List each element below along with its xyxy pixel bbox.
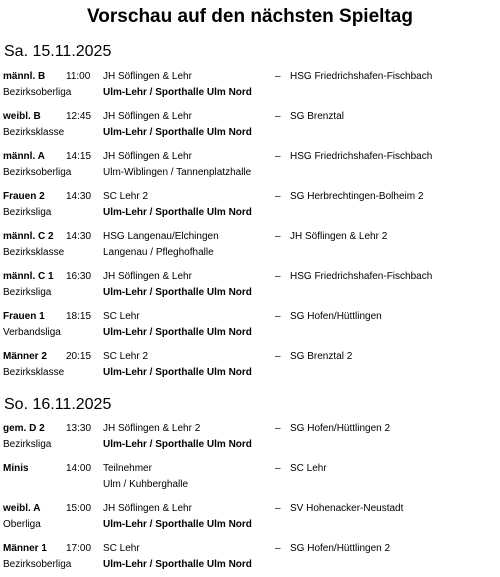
home-team: SC Lehr 2	[103, 191, 149, 202]
match-row	[0, 310, 500, 342]
home-team: JH Söflingen & Lehr	[103, 503, 192, 514]
match-row	[0, 150, 500, 182]
away-team: SG Herbrechtingen-Bolheim 2	[290, 191, 424, 202]
home-team: JH Söflingen & Lehr	[103, 111, 192, 122]
match-time: 14:30	[66, 191, 92, 202]
team-name: Frauen 1	[3, 311, 45, 322]
home-team: JH Söflingen & Lehr 2	[103, 423, 201, 434]
venue: Ulm-Lehr / Sporthalle Ulm Nord	[103, 87, 252, 98]
away-team: HSG Friedrichshafen-Fischbach	[290, 151, 433, 162]
league-name: Bezirksliga	[3, 439, 52, 450]
separator-dash: –	[275, 151, 281, 162]
away-team: SV Hohenacker-Neustadt	[290, 503, 404, 514]
separator-dash: –	[275, 503, 281, 514]
match-time: 18:15	[66, 311, 92, 322]
separator-dash: –	[275, 463, 281, 474]
venue: Ulm / Kuhberghalle	[103, 479, 189, 490]
team-name: Minis	[3, 463, 29, 474]
separator-dash: –	[275, 271, 281, 282]
separator-dash: –	[275, 423, 281, 434]
away-team: SG Brenztal	[290, 111, 344, 122]
match-row	[0, 270, 500, 302]
venue: Ulm-Lehr / Sporthalle Ulm Nord	[103, 127, 252, 138]
team-name: gem. D 2	[3, 423, 45, 434]
away-team: JH Söflingen & Lehr 2	[290, 231, 388, 242]
away-team: SG Hofen/Hüttlingen 2	[290, 543, 391, 554]
home-team: JH Söflingen & Lehr	[103, 151, 192, 162]
league-name: Bezirksklasse	[3, 367, 65, 378]
team-name: Männer 1	[3, 543, 47, 554]
home-team: HSG Langenau/Elchingen	[103, 231, 219, 242]
team-name: männl. C 1	[3, 271, 54, 282]
separator-dash: –	[275, 311, 281, 322]
match-row	[0, 110, 500, 142]
away-team: HSG Friedrichshafen-Fischbach	[290, 71, 433, 82]
match-time: 20:15	[66, 351, 92, 362]
home-team: SC Lehr	[103, 311, 140, 322]
venue: Ulm-Lehr / Sporthalle Ulm Nord	[103, 559, 252, 570]
venue: Ulm-Lehr / Sporthalle Ulm Nord	[103, 519, 252, 530]
league-name: Bezirksoberliga	[3, 87, 72, 98]
separator-dash: –	[275, 231, 281, 242]
separator-dash: –	[275, 191, 281, 202]
home-team: JH Söflingen & Lehr	[103, 71, 192, 82]
home-team: SC Lehr 2	[103, 351, 149, 362]
league-name: Oberliga	[3, 519, 41, 530]
match-row	[0, 462, 500, 494]
match-time: 14:30	[66, 231, 92, 242]
venue: Langenau / Pfleghofhalle	[103, 247, 214, 258]
separator-dash: –	[275, 543, 281, 554]
team-name: weibl. A	[3, 503, 41, 514]
team-name: männl. B	[3, 71, 46, 82]
day-heading: Sa. 15.11.2025	[4, 43, 112, 60]
away-team: SG Hofen/Hüttlingen 2	[290, 423, 391, 434]
venue: Ulm-Lehr / Sporthalle Ulm Nord	[103, 287, 252, 298]
match-row	[0, 502, 500, 534]
team-name: männl. C 2	[3, 231, 54, 242]
league-name: Bezirksliga	[3, 287, 52, 298]
league-name: Bezirksoberliga	[3, 559, 72, 570]
league-name: Bezirksoberliga	[3, 167, 72, 178]
match-time: 12:45	[66, 111, 92, 122]
match-time: 14:15	[66, 151, 92, 162]
day-heading: So. 16.11.2025	[4, 396, 112, 413]
venue: Ulm-Lehr / Sporthalle Ulm Nord	[103, 439, 252, 450]
league-name: Bezirksklasse	[3, 247, 65, 258]
league-name: Bezirksklasse	[3, 127, 65, 138]
home-team: JH Söflingen & Lehr	[103, 271, 192, 282]
team-name: Männer 2	[3, 351, 47, 362]
venue: Ulm-Lehr / Sporthalle Ulm Nord	[103, 207, 252, 218]
away-team: SG Hofen/Hüttlingen	[290, 311, 382, 322]
team-name: weibl. B	[3, 111, 41, 122]
away-team: HSG Friedrichshafen-Fischbach	[290, 271, 433, 282]
separator-dash: –	[275, 71, 281, 82]
match-time: 14:00	[66, 463, 92, 474]
match-row	[0, 422, 500, 454]
away-team: SG Brenztal 2	[290, 351, 353, 362]
match-time: 15:00	[66, 503, 92, 514]
match-row	[0, 230, 500, 262]
venue: Ulm-Lehr / Sporthalle Ulm Nord	[103, 327, 252, 338]
match-time: 16:30	[66, 271, 92, 282]
home-team: SC Lehr	[103, 543, 140, 554]
league-name: Bezirksliga	[3, 207, 52, 218]
away-team: SC Lehr	[290, 463, 327, 474]
match-row	[0, 542, 500, 574]
venue: Ulm-Wiblingen / Tannenplatzhalle	[103, 167, 252, 178]
match-time: 11:00	[66, 71, 91, 82]
team-name: Frauen 2	[3, 191, 45, 202]
match-time: 17:00	[66, 543, 92, 554]
team-name: männl. A	[3, 151, 45, 162]
match-time: 13:30	[66, 423, 92, 434]
home-team: Teilnehmer	[103, 463, 152, 474]
separator-dash: –	[275, 111, 281, 122]
separator-dash: –	[275, 351, 281, 362]
match-row	[0, 350, 500, 382]
venue: Ulm-Lehr / Sporthalle Ulm Nord	[103, 367, 252, 378]
league-name: Verbandsliga	[3, 327, 61, 338]
match-row	[0, 190, 500, 222]
page-title: Vorschau auf den nächsten Spieltag	[87, 6, 413, 27]
match-row	[0, 70, 500, 102]
